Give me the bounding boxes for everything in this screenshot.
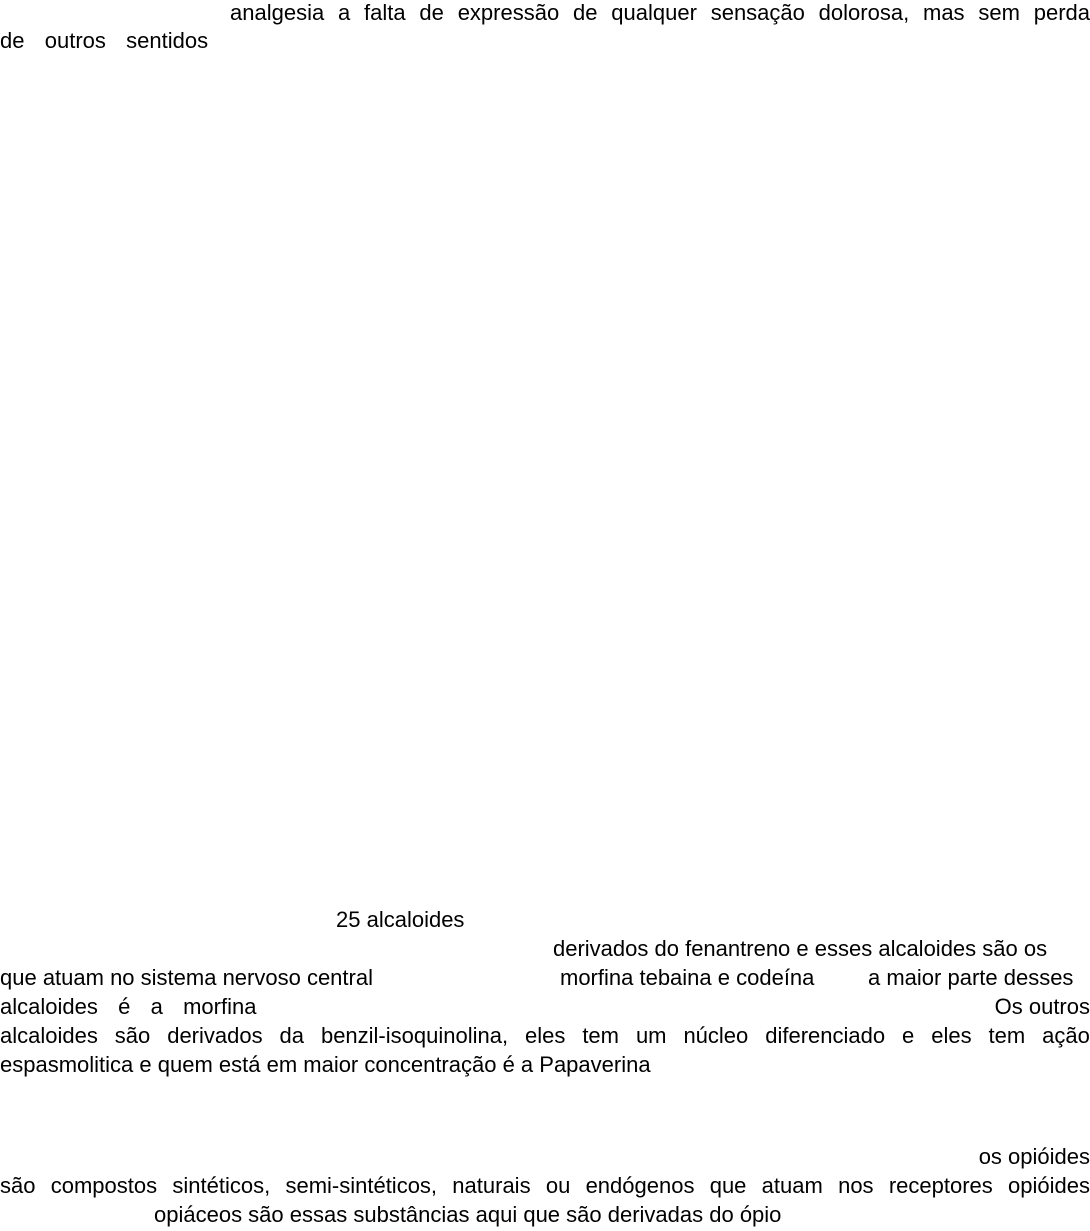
word: sintéticos, <box>172 1173 271 1198</box>
word: ou <box>545 1173 571 1198</box>
word: semi-sintéticos, <box>285 1173 438 1198</box>
other-alkaloids-start: Os outros <box>994 994 1090 1019</box>
word: são <box>114 1023 151 1048</box>
morphine-thebaine-codeine: morfina tebaina e codeína <box>560 965 815 990</box>
word: núcleo <box>683 1023 749 1048</box>
word: tem <box>582 1023 619 1048</box>
word: que <box>709 1173 747 1198</box>
word: da <box>279 1023 305 1048</box>
word: são <box>0 1173 36 1198</box>
cns-action-text: que atuam no sistema nervoso central <box>0 965 373 990</box>
word: um <box>635 1023 667 1048</box>
word: alcaloides <box>0 994 98 1019</box>
opioids-term: os opióides <box>978 1144 1090 1169</box>
word: derivados <box>167 1023 263 1048</box>
word: nos <box>838 1173 874 1198</box>
word: de <box>0 28 25 53</box>
word: benzil-isoquinolina, <box>320 1023 509 1048</box>
word: receptores <box>888 1173 993 1198</box>
word: diferenciado <box>765 1023 886 1048</box>
majority-text: a maior parte desses <box>868 965 1074 990</box>
analgesia-definition-line-2 <box>0 26 208 55</box>
word: compostos <box>50 1173 158 1198</box>
morphine-majority-line <box>0 992 256 1021</box>
word: opióides <box>1008 1173 1090 1198</box>
word: atuam <box>761 1173 823 1198</box>
phenanthrene-derivatives-line: derivados do fenantreno e esses alcaloides são os <box>553 936 1048 961</box>
word: endógenos <box>585 1173 695 1198</box>
word: tem <box>988 1023 1026 1048</box>
word: eles <box>931 1023 972 1048</box>
word: outros <box>44 28 106 53</box>
word: é <box>118 994 131 1019</box>
opioids-definition-line <box>0 1171 1090 1200</box>
word: alcaloides <box>0 1023 98 1048</box>
word: a <box>150 994 163 1019</box>
alkaloid-count: 25 alcaloides <box>336 907 465 932</box>
benzylisoquinoline-line <box>0 1021 1090 1050</box>
word: naturais <box>452 1173 531 1198</box>
word: eles <box>525 1023 566 1048</box>
word: ação <box>1042 1023 1090 1048</box>
word: morfina <box>183 994 257 1019</box>
analgesia-sentence: analgesia a falta de expressão de qualquer sensação dolorosa, mas sem perda <box>230 0 1090 25</box>
word: sentidos <box>126 28 209 53</box>
opiates-definition-line: opiáceos são essas substâncias aqui que são derivadas do ópio <box>154 1202 782 1227</box>
papaverine-line: espasmolitica e quem está em maior concentração é a Papaverina <box>0 1052 651 1077</box>
word: e <box>902 1023 915 1048</box>
analgesia-definition-line-1 <box>230 0 1090 27</box>
